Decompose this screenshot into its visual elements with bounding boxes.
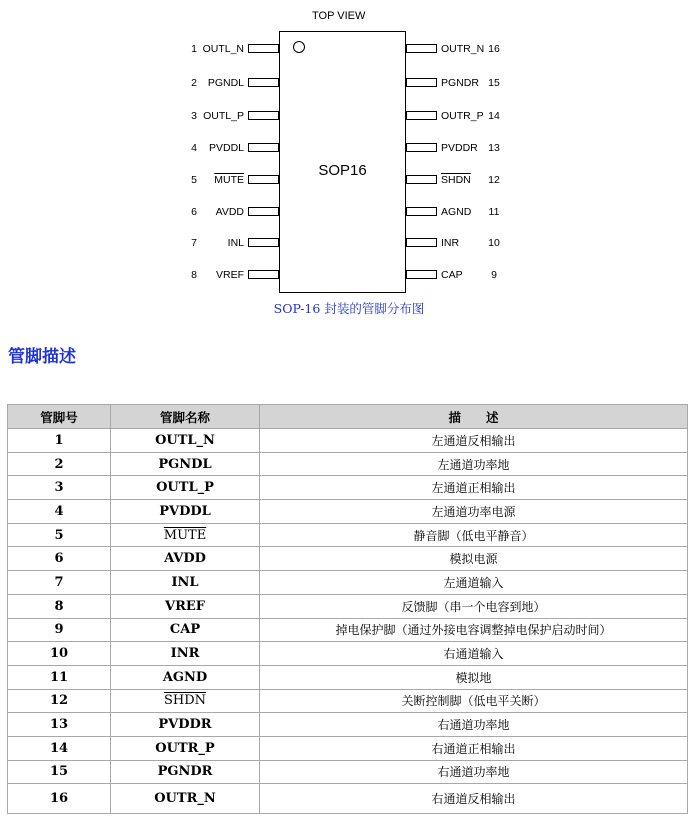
pin-name: OUTR_N	[441, 43, 485, 55]
pin-13	[0, 141, 698, 155]
pin-name: SHDN	[441, 174, 471, 186]
pin-name: OUTL_N	[202, 43, 244, 55]
top-view-label: TOP VIEW	[312, 10, 366, 22]
pin-name: OUTR_P	[441, 110, 484, 122]
table-row	[8, 452, 688, 476]
cell-pin-name: PGNDL	[111, 452, 260, 476]
table-row	[8, 547, 688, 571]
pin-number: 9	[491, 269, 497, 281]
cell-pin-name: PGNDR	[111, 760, 260, 784]
cell-description: 左通道输入	[260, 571, 688, 595]
header-description: 描 述	[260, 405, 688, 429]
pin-description-table	[7, 404, 688, 814]
cell-description: 模拟地	[260, 665, 688, 689]
pin-14	[0, 109, 698, 123]
table-header-row	[8, 405, 688, 429]
cell-description: 右通道功率地	[260, 713, 688, 737]
table-body	[8, 429, 688, 814]
pinout-diagram	[0, 0, 698, 320]
cell-pin-number: 15	[8, 760, 111, 784]
pin-number: 4	[191, 142, 197, 154]
pin-name: AGND	[441, 206, 472, 218]
pin-10	[0, 236, 698, 250]
cell-description: 左通道正相输出	[260, 476, 688, 500]
table-row	[8, 689, 688, 713]
table-row	[8, 476, 688, 500]
cell-pin-number: 8	[8, 594, 111, 618]
cell-pin-name: OUTL_P	[111, 476, 260, 500]
header-pin-name: 管脚名称	[111, 405, 260, 429]
cell-description: 左通道功率电源	[260, 500, 688, 524]
cell-pin-number: 10	[8, 642, 111, 666]
cell-pin-number: 12	[8, 689, 111, 713]
cell-description: 右通道输入	[260, 642, 688, 666]
table-row	[8, 523, 688, 547]
cell-pin-name: AVDD	[111, 547, 260, 571]
pin-number: 1	[191, 43, 197, 55]
pin-number: 10	[488, 237, 500, 249]
pin-number: 16	[488, 43, 500, 55]
diagram-caption: SOP-16 封装的管脚分布图	[273, 301, 425, 316]
cell-pin-name: MUTE	[111, 523, 260, 547]
table-row	[8, 784, 688, 814]
table-row	[8, 760, 688, 784]
cell-pin-number: 9	[8, 618, 111, 642]
pin-name: OUTL_P	[203, 110, 244, 122]
pin-name: INR	[441, 237, 460, 249]
header-pin-number: 管脚号	[8, 405, 111, 429]
pin-lead	[406, 44, 437, 53]
pin-lead	[406, 175, 437, 184]
cell-description: 右通道正相输出	[260, 736, 688, 760]
pin-16	[0, 42, 698, 56]
cell-description: 静音脚（低电平静音）	[260, 523, 688, 547]
pin-name: VREF	[215, 269, 244, 281]
cell-pin-number: 1	[8, 429, 111, 453]
pin-number: 6	[191, 206, 197, 218]
cell-pin-name: INL	[111, 571, 260, 595]
cell-pin-name: AGND	[111, 665, 260, 689]
pin-name: CAP	[441, 269, 463, 281]
pin-number: 15	[488, 77, 500, 89]
cell-pin-number: 13	[8, 713, 111, 737]
cell-pin-name: VREF	[111, 594, 260, 618]
cell-description: 右通道功率地	[260, 760, 688, 784]
pin-lead	[406, 207, 437, 216]
pin-name: AVDD	[215, 206, 244, 218]
cell-pin-name: PVDDR	[111, 713, 260, 737]
cell-description: 关断控制脚（低电平关断）	[260, 689, 688, 713]
table-row	[8, 594, 688, 618]
cell-pin-name: PVDDL	[111, 500, 260, 524]
cell-description: 左通道反相输出	[260, 429, 688, 453]
cell-description: 模拟电源	[260, 547, 688, 571]
package-label: SOP16	[318, 162, 367, 179]
cell-description: 反馈脚（串一个电容到地）	[260, 594, 688, 618]
cell-pin-name: INR	[111, 642, 260, 666]
table-row	[8, 713, 688, 737]
table-row	[8, 500, 688, 524]
pin-15	[0, 76, 698, 90]
cell-description: 左通道功率地	[260, 452, 688, 476]
cell-pin-name: SHDN	[111, 689, 260, 713]
pin-number: 13	[488, 142, 500, 154]
cell-pin-number: 11	[8, 665, 111, 689]
pin-12	[0, 173, 698, 187]
pin-name: PGNDL	[207, 77, 244, 89]
chip-body	[279, 31, 406, 293]
cell-pin-number: 16	[8, 784, 111, 814]
cell-pin-name: OUTR_P	[111, 736, 260, 760]
cell-pin-number: 2	[8, 452, 111, 476]
cell-pin-number: 6	[8, 547, 111, 571]
pin-11	[0, 205, 698, 219]
cell-pin-name: OUTR_N	[111, 784, 260, 814]
cell-description: 右通道反相输出	[260, 784, 688, 814]
pin-lead	[406, 111, 437, 120]
pin-number: 2	[191, 77, 197, 89]
section-title: 管脚描述	[8, 347, 76, 367]
cell-pin-number: 3	[8, 476, 111, 500]
pin-number: 8	[191, 269, 197, 281]
pin-number: 12	[488, 174, 500, 186]
table-row	[8, 429, 688, 453]
pin-name: INL	[227, 237, 244, 249]
pin-number: 11	[488, 206, 500, 218]
cell-pin-number: 7	[8, 571, 111, 595]
cell-pin-number: 4	[8, 500, 111, 524]
table-row	[8, 736, 688, 760]
pin-name: MUTE	[214, 174, 244, 186]
pin-lead	[406, 238, 437, 247]
pin-number: 5	[191, 174, 197, 186]
cell-pin-name: OUTL_N	[111, 429, 260, 453]
pin-number: 3	[191, 110, 197, 122]
cell-pin-number: 14	[8, 736, 111, 760]
cell-pin-name: CAP	[111, 618, 260, 642]
pin-lead	[406, 143, 437, 152]
pin-9	[0, 268, 698, 282]
table-row	[8, 665, 688, 689]
pin-lead	[406, 270, 437, 279]
cell-description: 掉电保护脚（通过外接电容调整掉电保护启动时间）	[260, 618, 688, 642]
pin-number: 14	[488, 110, 500, 122]
cell-pin-number: 5	[8, 523, 111, 547]
pin-name: PGNDR	[441, 77, 479, 89]
table-row	[8, 642, 688, 666]
pin-name: PVDDL	[208, 142, 244, 154]
table-row	[8, 618, 688, 642]
pin-lead	[406, 78, 437, 87]
pin-number: 7	[191, 237, 197, 249]
table-row	[8, 571, 688, 595]
pin-name: PVDDR	[441, 142, 478, 154]
